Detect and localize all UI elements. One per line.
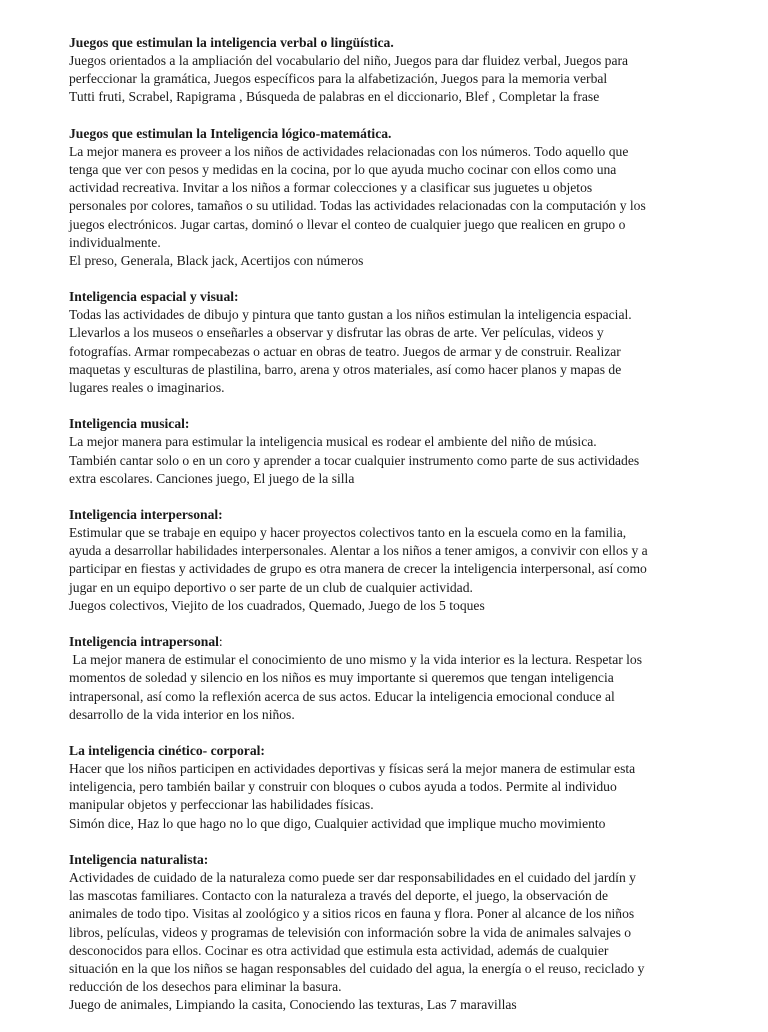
paragraph-line: actividad recreativa. Invitar a los niños a formar colecciones y a clasificar sus juguetes u objetos [69,180,593,196]
section-heading: Juegos que estimulan la inteligencia verbal o lingüística. [69,35,394,50]
paragraph-line: situación en la que los niños se hagan responsables del cuidado del agua, la energía o el reuso, reciclado y [69,960,645,976]
paragraph-line: intrapersonal, así como la reflexión acerca de sus actos. Educar la inteligencia emocional conduce al [69,688,615,704]
paragraph-line: reducción de los desechos para eliminar la basura. [69,979,342,995]
paragraph-line: Juegos orientados a la ampliación del vocabulario del niño, Juegos para dar fluidez verbal, Juegos para [69,53,629,69]
paragraph-line: perfeccionar la gramática, Juegos específicos para la alfabetización, Juegos para la memoria verbal [69,71,608,87]
section-heading: Inteligencia interpersonal: [69,507,223,522]
paragraph-line: extra escolares. Canciones juego, El juego de la silla [69,470,355,486]
paragraph-line: Hacer que los niños participen en actividades deportivas y físicas será la mejor manera de estimular esta [69,761,636,777]
paragraph-line: juegos electrónicos. Jugar cartas, dominó o llevar el conteo de cualquier juego que realicen en grupo o [69,216,626,232]
section-verbal [69,34,741,107]
section-heading: Inteligencia intrapersonal [69,634,219,650]
paragraph-line: Todas las actividades de dibujo y pintura que tanto gustan a los niños estimulan la inteligencia espacial. [69,307,632,323]
paragraph-line: las mascotas familiares. Contacto con la naturaleza a través del deporte, el juego, la observación de [69,888,608,904]
paragraph-line: animales de todo tipo. Visitas al zoológico y a sitios ricos en fauna y flora. Poner al alcance de los niños [69,906,635,922]
paragraph-line: Actividades de cuidado de la naturaleza como puede ser dar responsabilidades en el cuidado del jardín y [69,870,636,886]
section-intrapersonal [69,633,741,724]
paragraph-line: Simón dice, Haz lo que hago no lo que digo, Cualquier actividad que implique mucho movimiento [69,815,606,831]
paragraph-line: La mejor manera de estimular el conocimiento de uno mismo y la vida interior es la lectura. Respetar los [69,652,643,668]
paragraph-line: La mejor manera es proveer a los niños de actividades relacionadas con los números. Todo aquello que [69,143,629,159]
section-cinetico-corporal [69,742,741,833]
section-naturalista [69,851,741,1014]
section-musical [69,415,741,488]
paragraph-line: También cantar solo o en un coro y aprender a tocar cualquier instrumento como parte de sus actividades [69,452,640,468]
section-heading: Inteligencia espacial y visual: [69,289,239,305]
paragraph-line: maquetas y esculturas de plastilina, barro, arena y otros materiales, así como hacer planos y mapas de [69,361,622,377]
paragraph-line: La mejor manera para estimular la inteligencia musical es rodear el ambiente del niño de música. [69,434,597,450]
section-heading: Juegos que estimulan la Inteligencia lógico-matemática. [69,125,392,141]
section-interpersonal [69,506,741,615]
section-heading: Inteligencia musical: [69,416,190,432]
paragraph-line: Tutti fruti, Scrabel, Rapigrama , Búsqueda de palabras en el diccionario, Blef , Completar la frase [69,89,600,105]
paragraph-line: desarrollo de la vida interior en los niños. [69,706,295,722]
paragraph-line: Estimular que se trabaje en equipo y hacer proyectos colectivos tanto en la escuela como en la familia, [69,525,627,541]
paragraph-line: inteligencia, pero también bailar y construir con bloques o cubos ayuda a todos. Permite al individuo [69,779,617,795]
paragraph-line: Juego de animales, Limpiando la casita, Conociendo las texturas, Las 7 maravillas [69,997,517,1013]
paragraph-line: momentos de soledad y silencio en los niños es muy importante si queremos que tengan inteligencia [69,670,614,686]
paragraph-line: Juegos colectivos, Viejito de los cuadrados, Quemado, Juego de los 5 toques [69,597,485,613]
paragraph-line: El preso, Generala, Black jack, Acertijos con números [69,252,364,268]
paragraph-line: desconocidos para ellos. Cocinar es otra actividad que estimula esta actividad, además de cualquier [69,942,609,958]
section-heading: Inteligencia naturalista: [69,851,209,867]
section-espacial-visual [69,288,741,397]
paragraph-line: ayuda a desarrollar habilidades interpersonales. Alentar a los niños a tener amigos, a convivir con ellos y a [69,543,648,559]
paragraph-line: personales por colores, tamaños o su utilidad. Todas las actividades relacionadas con la computación y los [69,198,646,214]
paragraph-line: participar en fiestas y actividades de grupo es otra manera de crecer la inteligencia interpersonal, así como [69,561,647,577]
section-heading: La inteligencia cinético- corporal: [69,743,265,758]
paragraph-line: manipular objetos y perfeccionar las habilidades físicas. [69,797,374,813]
heading-suffix: : [218,634,223,650]
paragraph-line: Llevarlos a los museos o enseñarles a observar y disfrutar las obras de arte. Ver películas, videos y [69,325,604,341]
paragraph-line: lugares reales o imaginarios. [69,379,225,395]
document-page [69,34,741,1032]
paragraph-line: fotografías. Armar rompecabezas o actuar en obras de teatro. Juegos de armar y de construir. Realizar [69,343,621,359]
paragraph-line: tenga que ver con pesos y medidas en la cocina, por lo que ayuda mucho cocinar con ellos como una [69,162,617,178]
section-logico-matematica [69,125,741,270]
paragraph-line: jugar en un equipo deportivo o ser parte de un club de cualquier actividad. [69,579,473,595]
paragraph-line: individualmente. [69,234,161,250]
paragraph-line: libros, películas, videos y programas de televisión con información sobre la vida de animales salvajes o [69,924,632,940]
